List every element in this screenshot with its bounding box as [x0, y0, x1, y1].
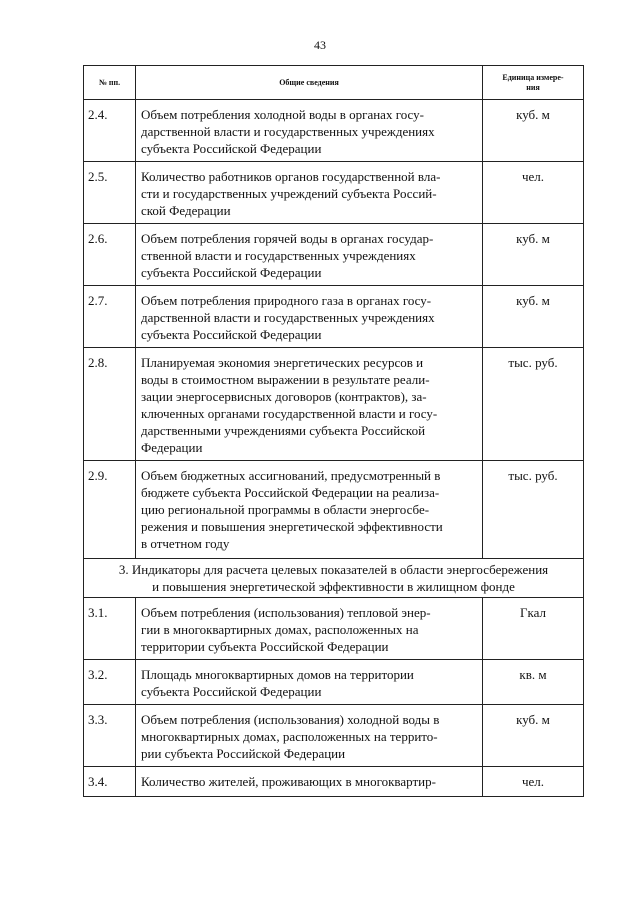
row-number: 3.1.: [84, 598, 136, 660]
row-unit: чел.: [483, 767, 584, 797]
row-description: [136, 286, 483, 348]
table-row: [84, 705, 584, 767]
table-row: [84, 660, 584, 705]
description-line: ской Федерации: [141, 203, 231, 218]
row-unit: тыс. руб.: [483, 461, 584, 559]
description-line: режения и повышения энергетической эффективности: [141, 519, 443, 534]
description-line: Количество работников органов государственной вла-: [141, 169, 441, 184]
row-unit: куб. м: [483, 705, 584, 767]
description-line: дарственной власти и государственных учреждениях: [141, 124, 435, 139]
table-row: [84, 461, 584, 559]
page-number: 43: [314, 38, 326, 52]
row-number: 2.5.: [84, 162, 136, 224]
row-number: 2.8.: [84, 348, 136, 461]
header-unit-line2: ния: [526, 82, 540, 92]
description-line: территории субъекта Российской Федерации: [141, 639, 389, 654]
description-line: в отчетном году: [141, 536, 230, 551]
description-line: субъекта Российской Федерации: [141, 265, 322, 280]
row-number: 2.6.: [84, 224, 136, 286]
description-line: Объем потребления (использования) тепловой энер-: [141, 605, 431, 620]
table-body: [84, 100, 584, 797]
description-line: субъекта Российской Федерации: [141, 327, 322, 342]
row-description: [136, 100, 483, 162]
description-line: дарственными учреждениями субъекта Российской: [141, 423, 426, 438]
row-description: [136, 767, 483, 797]
row-number: 3.3.: [84, 705, 136, 767]
table-row: [84, 348, 584, 461]
row-unit: куб. м: [483, 224, 584, 286]
description-line: субъекта Российской Федерации: [141, 684, 322, 699]
table-row: [84, 286, 584, 348]
row-number: 2.7.: [84, 286, 136, 348]
description-line: цию региональной программы в области энергосбе-: [141, 502, 430, 517]
header-unit: [483, 66, 584, 100]
header-number: № пп.: [84, 66, 136, 100]
table-row: [84, 224, 584, 286]
description-line: Объем потребления природного газа в органах госу-: [141, 293, 432, 308]
header-description: Общие сведения: [136, 66, 483, 100]
description-line: Объем потребления холодной воды в органах госу-: [141, 107, 424, 122]
description-line: ключенных органами государственной власти и госу-: [141, 406, 438, 421]
description-line: ственной власти и государственных учреждениях: [141, 248, 416, 263]
row-number: 2.9.: [84, 461, 136, 559]
header-unit-line1: Единица измере-: [502, 72, 564, 82]
row-unit: куб. м: [483, 100, 584, 162]
description-line: гии в многоквартирных домах, расположенных на: [141, 622, 419, 637]
row-description: [136, 461, 483, 559]
description-line: рии субъекта Российской Федерации: [141, 746, 346, 761]
row-unit: Гкал: [483, 598, 584, 660]
description-line: субъекта Российской Федерации: [141, 141, 322, 156]
row-description: [136, 705, 483, 767]
description-line: сти и государственных учреждений субъекта Россий-: [141, 186, 437, 201]
section-title: [84, 559, 584, 598]
row-unit: чел.: [483, 162, 584, 224]
indicators-table: [83, 65, 584, 797]
table-row: [84, 767, 584, 797]
row-description: [136, 598, 483, 660]
row-description: [136, 224, 483, 286]
row-number: 2.4.: [84, 100, 136, 162]
description-line: Федерации: [141, 440, 203, 455]
row-number: 3.2.: [84, 660, 136, 705]
description-line: воды в стоимостном выражении в результате реали-: [141, 372, 430, 387]
section-title-line: и повышения энергетической эффективности в жилищном фонде: [152, 579, 515, 594]
description-line: зации энергосервисных договоров (контрактов), за-: [141, 389, 427, 404]
row-unit: тыс. руб.: [483, 348, 584, 461]
description-line: Планируемая экономия энергетических ресурсов и: [141, 355, 424, 370]
row-unit: кв. м: [483, 660, 584, 705]
table-row: [84, 100, 584, 162]
row-description: [136, 348, 483, 461]
description-line: Площадь многоквартирных домов на территории: [141, 667, 414, 682]
row-number: 3.4.: [84, 767, 136, 797]
description-line: Количество жителей, проживающих в многоквартир-: [141, 774, 436, 789]
table-header-row: [84, 66, 584, 100]
description-line: бюджете субъекта Российской Федерации на реализа-: [141, 485, 440, 500]
description-line: многоквартирных домах, расположенных на террито-: [141, 729, 438, 744]
section-header-row: [84, 559, 584, 598]
row-unit: куб. м: [483, 286, 584, 348]
description-line: Объем бюджетных ассигнований, предусмотренный в: [141, 468, 441, 483]
description-line: Объем потребления горячей воды в органах государ-: [141, 231, 434, 246]
description-line: Объем потребления (использования) холодной воды в: [141, 712, 440, 727]
table-row: [84, 162, 584, 224]
row-description: [136, 660, 483, 705]
section-title-line: 3. Индикаторы для расчета целевых показателей в области энергосбережения: [118, 562, 549, 577]
row-description: [136, 162, 483, 224]
description-line: дарственной власти и государственных учреждениях: [141, 310, 435, 325]
table-row: [84, 598, 584, 660]
